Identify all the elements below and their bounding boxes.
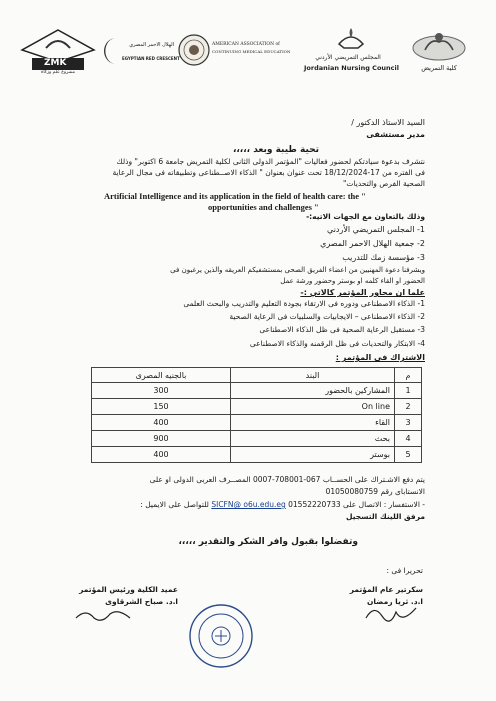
dean-name: ا.د. صباح الشرقاوى (105, 597, 178, 606)
cooperation-heading: وذلك بالتعاون مع الجهات الاتيه:- (306, 212, 425, 221)
fee-num: 4 (395, 431, 422, 447)
partner-1: 1- المجلس التمريضي الأردني (327, 225, 425, 234)
fees-header-num: م (395, 368, 422, 383)
conference-title-en-line1: Artificial Intelligence and its application in the field of health care: the " (104, 191, 366, 201)
registration-attachment: مرفق اللينك التسجيل (346, 512, 425, 521)
fee-num: 2 (395, 399, 422, 415)
secretary-signature-icon (362, 602, 420, 626)
fees-heading: الاشتراك فى المؤتمر : (335, 353, 425, 362)
conference-title-en-line2: opportunities and challenges " (208, 202, 319, 212)
contact-prefix: للتواصل على الايميل : (140, 500, 209, 509)
nursing-faculty-ar: كلية التمريض (421, 64, 457, 72)
partner-2: 2- جمعية الهلال الاحمر المصري (320, 239, 425, 248)
lamp-icon (336, 26, 366, 52)
contact-rest: - الاستفسار : الاتصال على 01552220733 (288, 500, 425, 509)
fees-table (91, 367, 422, 463)
fee-price: 900 (92, 431, 231, 447)
red-crescent-en: EGYPTIAN RED CRESCENT (122, 56, 180, 61)
fee-item: بوستر (231, 447, 395, 463)
intro-line1: نتشرف بدعوة سيادتكم لحضور فعاليات "المؤتمر الدولى الثانى لكلية التمريض جامعة 6 اكتوبر" وذلك (116, 157, 425, 166)
zmk-logo (18, 28, 98, 74)
invite-line1: ويشرفنا دعوة المهنيين من اعضاء الفريق الصحى بمستشفيكم العريقه والذين يرغبون فى (170, 266, 425, 274)
stamp-seal-icon (188, 603, 254, 669)
american-association-logo (178, 30, 291, 72)
fee-num: 5 (395, 447, 422, 463)
axis-1: 1- الذكاء الاصطناعى ودوره فى الارتقاء بجودة التعليم والتدريب والبحث العلمى (183, 299, 425, 308)
written-on: تحريرا فى : (386, 566, 423, 575)
fee-price: 400 (92, 415, 231, 431)
secretary-name: ا.د. ثريا رمضان (366, 597, 423, 606)
secretary-title: سكرتير عام المؤتمر (349, 585, 423, 594)
jordan-council-en: Jordanian Nursing Council (304, 64, 399, 72)
payment-line1: يتم دفع الاشـتراك على الحســاب 067-708001-0007 المصــرف العربى الدولى او على (149, 475, 425, 484)
intro-line2: فى الفتره من 17-18/12/2024 تحت عنوان بعنوان " الذكاء الاصــطناعى وتطبيقاته فى مجال الرعاية (112, 168, 425, 177)
axes-heading: علما ان محاور المؤتمر كالاتي :- (300, 288, 425, 297)
contact-email[interactable]: SICFN@ o6u.edu.eg (211, 500, 286, 509)
american-association-line1: AMERICAN ASSOCIATION of (212, 42, 280, 47)
closing-text: وتفضلوا بقبول وافر الشكر والتقدير ،،،،، (178, 537, 358, 547)
fee-num: 3 (395, 415, 422, 431)
zmk-subtitle: مشروع علم وزكاة (40, 70, 75, 75)
table-row (92, 447, 422, 463)
fee-item: بحث (231, 431, 395, 447)
red-crescent-ar: الهلال الاحمر المصري (129, 42, 174, 48)
table-row (92, 415, 422, 431)
fee-num: 1 (395, 383, 422, 399)
fee-item: المشاركين بالحضور (231, 383, 395, 399)
addressee-line2: مدير مستشفى (366, 130, 425, 139)
university-stamp (188, 603, 254, 669)
axis-3: 3- مستقبل الرعاية الصحية فى ظل الذكاء الاصطناعى (259, 325, 425, 334)
table-row (92, 431, 422, 447)
jordanian-nursing-council-logo (296, 24, 400, 80)
axis-4: 4- الابتكار والتحديات فى ظل الرقمنه والذكاء الاصطناعى (249, 339, 425, 348)
dean-title: عميد الكلية ورئيس المؤتمر (79, 585, 178, 594)
logo-row (14, 24, 484, 82)
fee-item: On line (231, 399, 395, 415)
seal-icon (178, 34, 210, 66)
zmk-title: ZMK (44, 58, 67, 68)
crescent-icon (104, 36, 122, 66)
table-row (92, 399, 422, 415)
greeting: تحية طيبة وبعد ،،،،، (232, 145, 319, 155)
intro-line3: الصحية الفرص والتحديات" (342, 179, 425, 188)
fees-table-header (92, 368, 422, 383)
fee-price: 400 (92, 447, 231, 463)
fee-price: 150 (92, 399, 231, 415)
fee-item: القاء (231, 415, 395, 431)
fees-header-price: بالجنيه المصرى (92, 368, 231, 383)
addressee-line1: السيد الاستاذ الدكتور / (351, 118, 425, 127)
american-association-line2: CONTINUING MEDICAL EDUCATION (212, 49, 291, 54)
partner-3: 3- مؤسسة زمك للتدريب (342, 253, 425, 262)
fees-header-item: البند (231, 368, 395, 383)
fee-price: 300 (92, 383, 231, 399)
nursing-faculty-logo (406, 26, 472, 78)
jordan-council-ar: المجلس التمريضي الأردني (315, 54, 381, 61)
axis-2: 2- الذكاء الاصطناعى – الايجابيات والسلبيات فى الرعاية الصحية (229, 312, 425, 321)
hands-icon (411, 28, 467, 62)
contact-line (70, 500, 425, 510)
table-row (92, 383, 422, 399)
dean-signature-icon (72, 606, 134, 626)
invite-line2: الحضور او القاء كلمه او بوستر وحضور ورشة عمل (280, 277, 425, 285)
payment-line2: الانستاباى رقم 01050080759 (325, 487, 425, 496)
red-crescent-logo (104, 32, 180, 72)
